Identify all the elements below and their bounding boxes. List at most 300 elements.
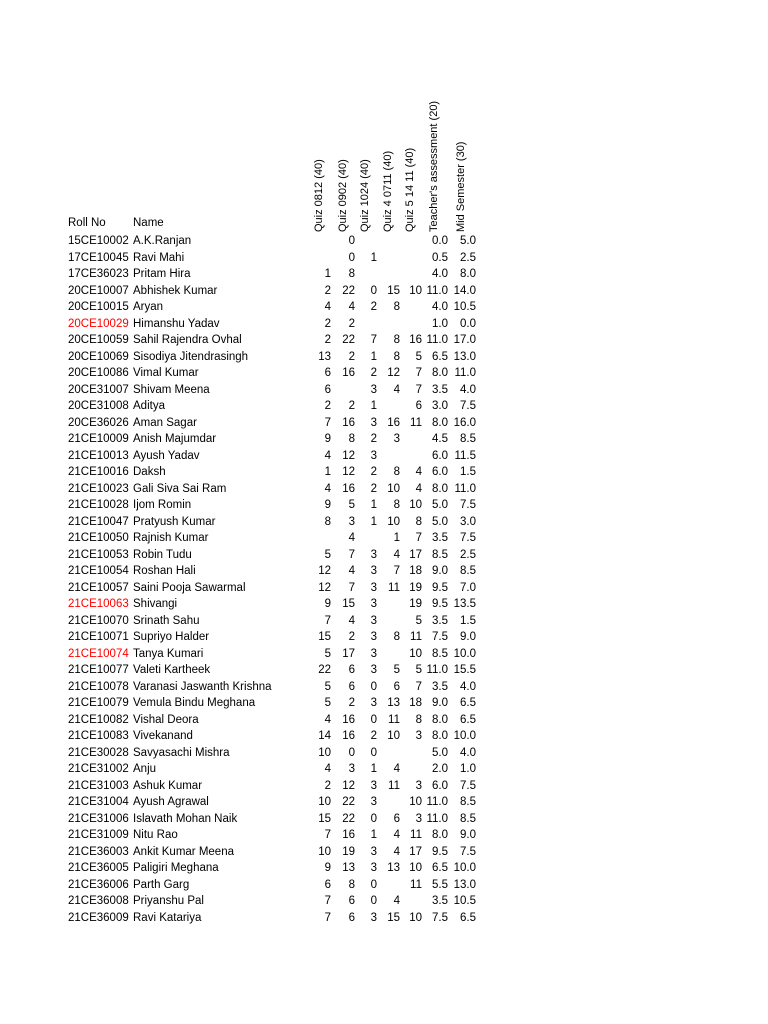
quiz-0902-cell: 13 bbox=[342, 862, 355, 874]
name-cell: Aditya bbox=[133, 400, 165, 412]
quiz-0812-cell: 4 bbox=[324, 449, 331, 462]
mid-semester-cell: 11.5 bbox=[454, 449, 476, 462]
quiz-0902-cell: 8 bbox=[348, 268, 355, 280]
name-cell: Nitu Rao bbox=[133, 829, 178, 841]
name-cell: Ayush Yadav bbox=[133, 449, 200, 462]
table-row bbox=[0, 448, 768, 465]
quiz-0812-cell: 2 bbox=[324, 317, 331, 330]
table-row bbox=[0, 365, 768, 382]
mid-semester-cell: 16.0 bbox=[453, 416, 476, 429]
quiz-0812-cell: 1 bbox=[324, 268, 331, 280]
quiz-0902-cell: 12 bbox=[342, 449, 355, 462]
quiz-0902-cell: 8 bbox=[348, 433, 355, 445]
quiz-4-0711-cell: 8 bbox=[393, 350, 400, 363]
quiz-5-1411-cell: 7 bbox=[415, 532, 422, 544]
roll-no-cell: 21CE10009 bbox=[68, 433, 129, 445]
roll-no-cell: 21CE10028 bbox=[68, 499, 129, 511]
quiz-0812-cell: 9 bbox=[324, 499, 331, 511]
quiz-0902-cell: 7 bbox=[348, 548, 355, 561]
quiz-1024-cell: 3 bbox=[370, 581, 377, 594]
teachers-assessment-cell: 5.0 bbox=[432, 499, 448, 511]
roll-no-cell: 20CE36026 bbox=[68, 416, 129, 429]
name-cell: Ankit Kumar Meena bbox=[133, 845, 234, 858]
table-row bbox=[0, 860, 768, 877]
quiz-5-1411-cell: 5 bbox=[415, 350, 422, 363]
quiz-1024-cell: 3 bbox=[370, 862, 377, 874]
teachers-assessment-cell: 3.5 bbox=[432, 614, 448, 627]
name-cell: Ashuk Kumar bbox=[133, 779, 203, 792]
table-row bbox=[0, 728, 768, 745]
teachers-assessment-cell: 3.5 bbox=[432, 383, 448, 396]
mid-semester-cell: 13.5 bbox=[453, 598, 476, 610]
table-row bbox=[0, 316, 768, 333]
quiz-0812-cell: 5 bbox=[324, 680, 331, 693]
quiz-0812-cell: 9 bbox=[324, 433, 331, 445]
name-cell: Ayush Agrawal bbox=[133, 796, 209, 808]
quiz-1024-cell: 3 bbox=[370, 697, 377, 709]
quiz-4-0711-cell: 4 bbox=[393, 895, 400, 907]
mid-semester-cell: 4.0 bbox=[460, 383, 476, 396]
teachers-assessment-cell: 4.0 bbox=[432, 268, 448, 280]
table-row bbox=[0, 398, 768, 415]
roll-no-cell: 21CE31006 bbox=[68, 812, 129, 825]
teachers-assessment-cell: 1.0 bbox=[432, 317, 448, 330]
roll-no-cell: 21CE10082 bbox=[68, 713, 129, 726]
quiz-0902-cell: 16 bbox=[342, 713, 355, 726]
name-cell: Savyasachi Mishra bbox=[133, 746, 230, 759]
mid-semester-cell: 1.5 bbox=[460, 614, 476, 627]
quiz-0812-cell: 8 bbox=[324, 515, 331, 528]
mid-semester-cell: 9.0 bbox=[460, 829, 476, 841]
teachers-assessment-cell: 9.5 bbox=[432, 845, 448, 858]
name-cell: Himanshu Yadav bbox=[133, 317, 220, 330]
quiz-0902-cell: 6 bbox=[348, 911, 355, 924]
name-cell: Tanya Kumari bbox=[133, 647, 204, 660]
mid-semester-cell: 9.0 bbox=[460, 631, 476, 643]
name-cell: Pratyush Kumar bbox=[133, 515, 216, 528]
table-row bbox=[0, 464, 768, 481]
roll-no-cell: 21CE10013 bbox=[68, 449, 129, 462]
quiz-4-0711-cell: 11 bbox=[388, 779, 400, 792]
roll-no-cell: 21CE10078 bbox=[68, 680, 129, 693]
roll-no-cell: 17CE36023 bbox=[68, 268, 129, 280]
table-row bbox=[0, 283, 768, 300]
quiz-0812-cell: 7 bbox=[324, 416, 331, 429]
mid-semester-cell: 11.0 bbox=[454, 482, 476, 495]
mid-semester-cell: 7.5 bbox=[460, 400, 476, 412]
roll-no-cell: 20CE10059 bbox=[68, 334, 129, 346]
table-row bbox=[0, 266, 768, 283]
name-cell: Parth Garg bbox=[133, 878, 190, 891]
quiz-5-1411-cell: 5 bbox=[415, 664, 422, 676]
teachers-assessment-cell: 9.0 bbox=[432, 697, 448, 709]
table-row bbox=[0, 233, 768, 250]
teachers-assessment-cell: 3.5 bbox=[432, 680, 448, 693]
table-row bbox=[0, 497, 768, 514]
quiz-4-0711-cell: 4 bbox=[393, 845, 400, 858]
table-row bbox=[0, 827, 768, 844]
quiz-4-0711-cell: 8 bbox=[393, 334, 400, 346]
quiz-1024-cell: 1 bbox=[370, 400, 377, 412]
roll-no-cell: 21CE10079 bbox=[68, 697, 129, 709]
teachers-assessment-cell: 8.0 bbox=[432, 367, 448, 379]
name-cell: Varanasi Jaswanth Krishna bbox=[133, 680, 272, 693]
quiz-4-0711-cell: 4 bbox=[393, 548, 400, 561]
quiz-0902-cell: 16 bbox=[342, 416, 355, 429]
quiz-4-0711-cell: 8 bbox=[393, 631, 400, 643]
quiz-1024-cell: 3 bbox=[370, 416, 377, 429]
quiz-0902-cell: 22 bbox=[342, 796, 355, 808]
name-cell: Pritam Hira bbox=[133, 268, 191, 280]
name-cell: Ravi Mahi bbox=[133, 251, 185, 264]
roll-no-cell: 21CE30028 bbox=[68, 746, 129, 759]
quiz-5-1411-cell: 11 bbox=[410, 829, 422, 841]
teachers-assessment-cell: 5.0 bbox=[432, 515, 448, 528]
name-cell: Ravi Katariya bbox=[133, 911, 202, 924]
quiz-1024-cell: 3 bbox=[370, 911, 377, 924]
table-row bbox=[0, 893, 768, 910]
quiz-1024-cell: 3 bbox=[370, 614, 377, 627]
quiz-0812-cell: 7 bbox=[324, 829, 331, 841]
name-cell: Vivekanand bbox=[133, 730, 193, 742]
table-row bbox=[0, 778, 768, 795]
mid-semester-cell: 1.5 bbox=[460, 466, 476, 478]
quiz-0812-cell: 4 bbox=[324, 713, 331, 726]
header-quiz-4-0711: Quiz 4 0711 (40) bbox=[382, 150, 394, 232]
roll-no-cell: 20CE31007 bbox=[68, 383, 129, 396]
roll-no-cell: 20CE10007 bbox=[68, 284, 129, 297]
roll-no-cell: 21CE10047 bbox=[68, 515, 129, 528]
quiz-4-0711-cell: 15 bbox=[387, 284, 400, 297]
quiz-0902-cell: 0 bbox=[348, 235, 355, 247]
roll-no-cell: 17CE10045 bbox=[68, 251, 129, 264]
roll-no-cell: 21CE10063 bbox=[68, 598, 129, 610]
quiz-0812-cell: 4 bbox=[324, 763, 331, 775]
roll-no-cell: 21CE36008 bbox=[68, 895, 129, 907]
quiz-0812-cell: 15 bbox=[318, 631, 331, 643]
quiz-5-1411-cell: 18 bbox=[409, 697, 422, 709]
table-row bbox=[0, 431, 768, 448]
mid-semester-cell: 8.5 bbox=[460, 812, 476, 825]
quiz-4-0711-cell: 13 bbox=[387, 862, 400, 874]
mid-semester-cell: 10.5 bbox=[453, 895, 476, 907]
quiz-0812-cell: 2 bbox=[324, 284, 331, 297]
quiz-0812-cell: 7 bbox=[324, 614, 331, 627]
teachers-assessment-cell: 6.5 bbox=[432, 862, 448, 874]
quiz-4-0711-cell: 3 bbox=[393, 433, 400, 445]
teachers-assessment-cell: 8.0 bbox=[432, 829, 448, 841]
roll-no-cell: 21CE31009 bbox=[68, 829, 129, 841]
quiz-1024-cell: 0 bbox=[370, 812, 377, 825]
roll-no-cell: 21CE31003 bbox=[68, 779, 129, 792]
name-cell: Aman Sagar bbox=[133, 416, 197, 429]
header-roll-no: Roll No bbox=[68, 217, 106, 229]
quiz-0812-cell: 7 bbox=[324, 895, 331, 907]
quiz-0902-cell: 3 bbox=[348, 763, 355, 775]
mid-semester-cell: 17.0 bbox=[453, 334, 476, 346]
table-row bbox=[0, 530, 768, 547]
mid-semester-cell: 8.5 bbox=[460, 565, 476, 577]
quiz-0812-cell: 9 bbox=[324, 598, 331, 610]
quiz-5-1411-cell: 3 bbox=[415, 812, 422, 825]
quiz-4-0711-cell: 10 bbox=[387, 730, 400, 742]
teachers-assessment-cell: 8.5 bbox=[432, 647, 448, 660]
mid-semester-cell: 4.0 bbox=[460, 680, 476, 693]
teachers-assessment-cell: 8.0 bbox=[432, 416, 448, 429]
name-cell: Paligiri Meghana bbox=[133, 862, 219, 874]
quiz-0902-cell: 2 bbox=[348, 350, 355, 363]
roll-no-cell: 15CE10002 bbox=[68, 235, 129, 247]
table-row bbox=[0, 514, 768, 531]
quiz-0812-cell: 6 bbox=[324, 367, 331, 379]
quiz-1024-cell: 3 bbox=[370, 383, 377, 396]
quiz-4-0711-cell: 8 bbox=[393, 466, 400, 478]
quiz-0812-cell: 1 bbox=[324, 466, 331, 478]
quiz-0902-cell: 4 bbox=[348, 301, 355, 313]
teachers-assessment-cell: 9.0 bbox=[432, 565, 448, 577]
quiz-5-1411-cell: 8 bbox=[415, 515, 422, 528]
name-cell: Sisodiya Jitendrasingh bbox=[133, 350, 249, 363]
quiz-4-0711-cell: 1 bbox=[393, 532, 400, 544]
table-row bbox=[0, 910, 768, 927]
teachers-assessment-cell: 5.5 bbox=[432, 878, 448, 891]
teachers-assessment-cell: 6.0 bbox=[432, 779, 448, 792]
quiz-1024-cell: 3 bbox=[370, 779, 377, 792]
mid-semester-cell: 10.0 bbox=[453, 730, 476, 742]
roll-no-cell: 20CE10015 bbox=[68, 301, 129, 313]
quiz-5-1411-cell: 3 bbox=[415, 779, 422, 792]
quiz-5-1411-cell: 19 bbox=[409, 598, 422, 610]
roll-no-cell: 21CE10023 bbox=[68, 482, 129, 495]
quiz-1024-cell: 2 bbox=[370, 301, 377, 313]
quiz-0812-cell: 10 bbox=[318, 796, 331, 808]
quiz-0902-cell: 6 bbox=[348, 895, 355, 907]
table-row bbox=[0, 481, 768, 498]
table-row bbox=[0, 547, 768, 564]
header-quiz-5-1411: Quiz 5 14 11 (40) bbox=[404, 147, 416, 232]
name-cell: Vemula Bindu Meghana bbox=[133, 697, 256, 709]
mid-semester-cell: 10.5 bbox=[453, 301, 476, 313]
quiz-0812-cell: 10 bbox=[318, 746, 331, 759]
quiz-0812-cell: 4 bbox=[324, 482, 331, 495]
teachers-assessment-cell: 0.0 bbox=[432, 235, 448, 247]
quiz-1024-cell: 3 bbox=[370, 664, 377, 676]
quiz-0812-cell: 5 bbox=[324, 548, 331, 561]
quiz-0812-cell: 22 bbox=[318, 664, 331, 676]
name-cell: Priyanshu Pal bbox=[133, 895, 204, 907]
header-teachers-assessment: Teacher's assessment (20) bbox=[428, 100, 440, 232]
mid-semester-cell: 7.5 bbox=[460, 779, 476, 792]
table-row bbox=[0, 761, 768, 778]
roll-no-cell: 21CE10053 bbox=[68, 548, 129, 561]
quiz-4-0711-cell: 13 bbox=[387, 697, 400, 709]
quiz-0812-cell: 12 bbox=[318, 581, 331, 594]
quiz-1024-cell: 0 bbox=[370, 895, 377, 907]
quiz-0902-cell: 16 bbox=[342, 367, 355, 379]
quiz-4-0711-cell: 6 bbox=[393, 812, 400, 825]
table-row bbox=[0, 596, 768, 613]
quiz-0902-cell: 2 bbox=[348, 317, 355, 330]
quiz-5-1411-cell: 10 bbox=[409, 647, 422, 660]
quiz-1024-cell: 1 bbox=[370, 499, 377, 511]
quiz-0902-cell: 0 bbox=[348, 251, 355, 264]
quiz-4-0711-cell: 6 bbox=[393, 680, 400, 693]
table-row bbox=[0, 844, 768, 861]
teachers-assessment-cell: 0.5 bbox=[432, 251, 448, 264]
quiz-4-0711-cell: 11 bbox=[388, 581, 400, 594]
mid-semester-cell: 7.0 bbox=[460, 581, 476, 594]
quiz-0902-cell: 15 bbox=[342, 598, 355, 610]
table-row bbox=[0, 250, 768, 267]
quiz-5-1411-cell: 18 bbox=[409, 565, 422, 577]
quiz-0812-cell: 7 bbox=[324, 911, 331, 924]
table-row bbox=[0, 646, 768, 663]
quiz-1024-cell: 1 bbox=[370, 350, 377, 363]
quiz-1024-cell: 1 bbox=[370, 515, 377, 528]
teachers-assessment-cell: 4.5 bbox=[432, 433, 448, 445]
mid-semester-cell: 5.0 bbox=[460, 235, 476, 247]
quiz-0812-cell: 6 bbox=[324, 383, 331, 396]
quiz-5-1411-cell: 3 bbox=[415, 730, 422, 742]
table-row bbox=[0, 695, 768, 712]
quiz-0902-cell: 16 bbox=[342, 482, 355, 495]
quiz-0902-cell: 2 bbox=[348, 631, 355, 643]
quiz-1024-cell: 3 bbox=[370, 796, 377, 808]
teachers-assessment-cell: 11.0 bbox=[426, 334, 448, 346]
quiz-0902-cell: 22 bbox=[342, 284, 355, 297]
teachers-assessment-cell: 11.0 bbox=[426, 284, 448, 297]
header-quiz-1024: Quiz 1024 (40) bbox=[359, 159, 371, 232]
roll-no-cell: 20CE31008 bbox=[68, 400, 129, 412]
quiz-4-0711-cell: 8 bbox=[393, 499, 400, 511]
teachers-assessment-cell: 6.0 bbox=[432, 466, 448, 478]
roll-no-cell: 21CE10057 bbox=[68, 581, 129, 594]
quiz-0902-cell: 6 bbox=[348, 664, 355, 676]
quiz-5-1411-cell: 8 bbox=[415, 713, 422, 726]
mid-semester-cell: 1.0 bbox=[460, 763, 476, 775]
name-cell: Shivangi bbox=[133, 598, 178, 610]
quiz-5-1411-cell: 17 bbox=[409, 548, 422, 561]
quiz-1024-cell: 3 bbox=[370, 845, 377, 858]
quiz-1024-cell: 3 bbox=[370, 631, 377, 643]
quiz-0812-cell: 2 bbox=[324, 779, 331, 792]
name-cell: Ijom Romin bbox=[133, 499, 192, 511]
mid-semester-cell: 10.0 bbox=[453, 647, 476, 660]
roll-no-cell: 21CE36006 bbox=[68, 878, 129, 891]
quiz-4-0711-cell: 8 bbox=[393, 301, 400, 313]
mid-semester-cell: 13.0 bbox=[453, 878, 476, 891]
quiz-4-0711-cell: 5 bbox=[393, 664, 400, 676]
quiz-0902-cell: 16 bbox=[342, 730, 355, 742]
table-row bbox=[0, 662, 768, 679]
quiz-1024-cell: 0 bbox=[370, 746, 377, 759]
quiz-0812-cell: 2 bbox=[324, 334, 331, 346]
quiz-0902-cell: 16 bbox=[342, 829, 355, 841]
quiz-0902-cell: 12 bbox=[342, 779, 355, 792]
quiz-5-1411-cell: 11 bbox=[410, 416, 422, 429]
quiz-4-0711-cell: 4 bbox=[393, 763, 400, 775]
mid-semester-cell: 2.5 bbox=[460, 251, 476, 264]
quiz-4-0711-cell: 10 bbox=[387, 482, 400, 495]
teachers-assessment-cell: 7.5 bbox=[432, 911, 448, 924]
header-name: Name bbox=[133, 217, 164, 229]
header-mid-semester: Mid Semester (30) bbox=[455, 141, 467, 232]
name-cell: Vimal Kumar bbox=[133, 367, 199, 379]
quiz-0902-cell: 4 bbox=[348, 614, 355, 627]
quiz-1024-cell: 2 bbox=[370, 433, 377, 445]
quiz-4-0711-cell: 16 bbox=[387, 416, 400, 429]
mid-semester-cell: 8.5 bbox=[460, 796, 476, 808]
mid-semester-cell: 3.0 bbox=[460, 515, 476, 528]
name-cell: Islavath Mohan Naik bbox=[133, 812, 238, 825]
quiz-0902-cell: 17 bbox=[342, 647, 355, 660]
quiz-0902-cell: 3 bbox=[348, 515, 355, 528]
table-row bbox=[0, 794, 768, 811]
table-row bbox=[0, 563, 768, 580]
mid-semester-cell: 7.5 bbox=[460, 532, 476, 544]
quiz-5-1411-cell: 10 bbox=[409, 499, 422, 511]
mid-semester-cell: 6.5 bbox=[460, 713, 476, 726]
teachers-assessment-cell: 3.5 bbox=[432, 532, 448, 544]
header-quiz-0902: Quiz 0902 (40) bbox=[337, 159, 349, 232]
quiz-0812-cell: 6 bbox=[324, 878, 331, 891]
mid-semester-cell: 15.5 bbox=[453, 664, 476, 676]
roll-no-cell: 21CE10071 bbox=[68, 631, 129, 643]
teachers-assessment-cell: 9.5 bbox=[432, 581, 448, 594]
table-row bbox=[0, 877, 768, 894]
roll-no-cell: 21CE10083 bbox=[68, 730, 129, 742]
teachers-assessment-cell: 7.5 bbox=[432, 631, 448, 643]
roll-no-cell: 21CE10077 bbox=[68, 664, 129, 676]
name-cell: Roshan Hali bbox=[133, 565, 196, 577]
quiz-5-1411-cell: 5 bbox=[415, 614, 422, 627]
table-row bbox=[0, 349, 768, 366]
mid-semester-cell: 8.0 bbox=[460, 268, 476, 280]
roll-no-cell: 21CE31004 bbox=[68, 796, 129, 808]
quiz-5-1411-cell: 4 bbox=[415, 482, 422, 495]
mid-semester-cell: 0.0 bbox=[460, 317, 476, 330]
quiz-0902-cell: 22 bbox=[342, 812, 355, 825]
table-row bbox=[0, 613, 768, 630]
teachers-assessment-cell: 5.0 bbox=[432, 746, 448, 759]
quiz-0812-cell: 10 bbox=[318, 845, 331, 858]
name-cell: Gali Siva Sai Ram bbox=[133, 482, 227, 495]
quiz-1024-cell: 2 bbox=[370, 367, 377, 379]
teachers-assessment-cell: 11.0 bbox=[426, 796, 448, 808]
quiz-1024-cell: 2 bbox=[370, 482, 377, 495]
quiz-1024-cell: 3 bbox=[370, 548, 377, 561]
name-cell: Daksh bbox=[133, 466, 166, 478]
quiz-1024-cell: 3 bbox=[370, 598, 377, 610]
teachers-assessment-cell: 11.0 bbox=[426, 812, 448, 825]
quiz-4-0711-cell: 10 bbox=[387, 515, 400, 528]
quiz-5-1411-cell: 10 bbox=[409, 796, 422, 808]
quiz-0902-cell: 7 bbox=[348, 581, 355, 594]
name-cell: Saini Pooja Sawarmal bbox=[133, 581, 246, 594]
roll-no-cell: 21CE10070 bbox=[68, 614, 129, 627]
teachers-assessment-cell: 4.0 bbox=[432, 301, 448, 313]
roll-no-cell: 21CE36009 bbox=[68, 911, 129, 924]
quiz-0812-cell: 14 bbox=[318, 730, 331, 742]
teachers-assessment-cell: 8.0 bbox=[432, 482, 448, 495]
quiz-0902-cell: 2 bbox=[348, 697, 355, 709]
mid-semester-cell: 4.0 bbox=[460, 746, 476, 759]
teachers-assessment-cell: 2.0 bbox=[432, 763, 448, 775]
quiz-0902-cell: 22 bbox=[342, 334, 355, 346]
quiz-5-1411-cell: 10 bbox=[409, 911, 422, 924]
roll-no-cell: 20CE10069 bbox=[68, 350, 129, 363]
quiz-1024-cell: 2 bbox=[370, 730, 377, 742]
